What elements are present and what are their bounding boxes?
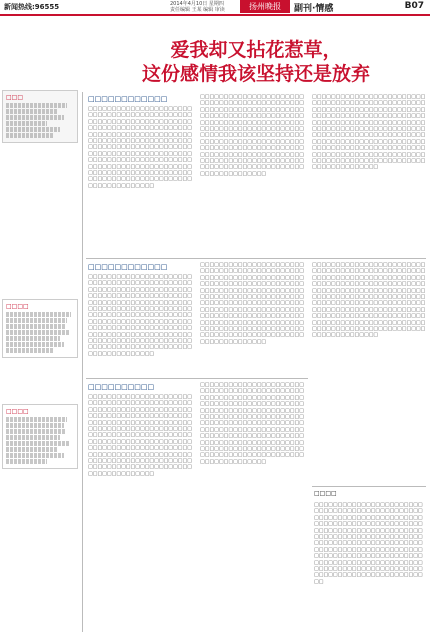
section-name: 副刊·情感 — [294, 4, 334, 14]
body-paragraph: □□□□□□□□□□□□□□□□□□□□□□□□□□□□□□□□□□□□□□□□□□□□□□□□□□□□□□□□□□□□□□□□□□□□□□□□□□□□□□□□□□□□□□□□□□□□□□□□□□□□□□□□□□□□□□□□□□□□□□□□□□□□□□□□□□□□□□□□□□□□□□□□□□□□□□□□□□□□□□□□□□□□□□□□□□□□□□□□□□□□□□□□□□□□□□□□□□□□□□□□□□□□□□□□□□□□□□□□□□□□□□□□□□□□□□□□□□□□□□□□□□□□□□□□□□□□□□□□□□□□□□□□□□□□□□□□□□□□□□ — [88, 274, 192, 357]
body-paragraph: □□□□□□□□□□□□□□□□□□□□□□□□□□□□□□□□□□□□□□□□□□□□□□□□□□□□□□□□□□□□□□□□□□□□□□□□□□□□□□□□□□□□□□□□□□□□□□□□□□□□□□□□□□□□□□□□□□□□□□□□□□□□□□□□□□□□□□□□□□□□□□□□□□□□□□□□□□□□□□□□□□□□□□□□□□□□□□□□□□□□□□□□□□□□□□□□□□□□□□□□□□□□□□□□□□□□□□□□□□□□□□□□□□□□□□□□□□□□□□□□□□□□□□□□□□□□□□□□□□□□□□□□□□□□□□□□□□□□□□ — [314, 502, 423, 585]
sidebar-box-editor — [2, 90, 78, 143]
article-1-col-2 — [200, 94, 308, 254]
issue-date: 2014年4月10日 星期四 — [170, 1, 224, 7]
section-divider — [86, 378, 308, 379]
sidebar-box-quote — [2, 299, 78, 358]
article-2-col-1 — [88, 274, 196, 374]
section-divider — [312, 486, 426, 487]
headline-line-1: 爱我却又拈花惹草， — [170, 39, 342, 61]
body-paragraph: □□□□□□□□□□□□□□□□□□□□□□□□□□□□□□□□□□□□□□□□□□□□□□□□□□□□□□□□□□□□□□□□□□□□□□□□□□□□□□□□□□□□□□□□□□□□□□□□□□□□□□□□□□□□□□□□□□□□□□□□□□□□□□□□□□□□□□□□□□□□□□□□□□□□□□□□□□□□□□□□□□□□□□□□□□□□□□□□□□□□□□□□□□□□□□□□□□□□□□□□□□□□□□□□□□□□□□□□□□□□□□□□□□□□□□□□□□□□□□□□□□□□□□□□□□□□□□□□□□□□□□□□□□□□□□□□□□□□□□ — [200, 382, 304, 465]
issue-editors: 责任编辑 王某 编辑 审读 — [170, 7, 225, 13]
masthead — [0, 0, 430, 14]
article-1-col-3 — [312, 94, 426, 254]
article-3-col-2 — [200, 382, 308, 630]
body-paragraph: □□□□□□□□□□□□□□□□□□□□□□□□□□□□□□□□□□□□□□□□□□□□□□□□□□□□□□□□□□□□□□□□□□□□□□□□□□□□□□□□□□□□□□□□□□□□□□□□□□□□□□□□□□□□□□□□□□□□□□□□□□□□□□□□□□□□□□□□□□□□□□□□□□□□□□□□□□□□□□□□□□□□□□□□□□□□□□□□□□□□□□□□□□□□□□□□□□□□□□□□□□□□□□□□□□□□□□□□□□□□□□□□□□□□□□□□□□□□□□□□□□□□□□□□□□□□□□□□□□□□□□□□□□□□□□□□□□□□□□ — [200, 262, 304, 345]
article-2-title: □□□□□□□□□□□□ — [88, 262, 168, 271]
masthead-rule — [0, 14, 430, 16]
hotline-label: 新闻热线:96555 — [4, 3, 60, 11]
right-box-title: □□□□ — [314, 490, 337, 497]
headline-line-2: 这份感情我该坚持还是放弃 — [141, 63, 370, 85]
article-3-col-1 — [88, 394, 196, 630]
sidebar-box-title: □□□□ — [6, 303, 29, 310]
sidebar-box-title: □□□□ — [6, 408, 29, 415]
article-2-col-2 — [200, 262, 308, 374]
sidebar-box-title: □□□ — [6, 94, 24, 101]
right-box-text — [314, 502, 426, 630]
sidebar-box-notice — [2, 404, 78, 469]
body-paragraph: □□□□□□□□□□□□□□□□□□□□□□□□□□□□□□□□□□□□□□□□□□□□□□□□□□□□□□□□□□□□□□□□□□□□□□□□□□□□□□□□□□□□□□□□□□□□□□□□□□□□□□□□□□□□□□□□□□□□□□□□□□□□□□□□□□□□□□□□□□□□□□□□□□□□□□□□□□□□□□□□□□□□□□□□□□□□□□□□□□□□□□□□□□□□□□□□□□□□□□□□□□□□□□□□□□□□□□□□□□□□□□□□□□□□□□□□□□□□□□□□□□□□□□□□□□□□□□□□□□□□□□□□□□□□□□□□□□□□□□ — [88, 106, 192, 189]
section-divider — [86, 258, 426, 259]
issue-meta — [170, 1, 240, 13]
sidebar-divider — [82, 92, 83, 632]
body-paragraph: □□□□□□□□□□□□□□□□□□□□□□□□□□□□□□□□□□□□□□□□□□□□□□□□□□□□□□□□□□□□□□□□□□□□□□□□□□□□□□□□□□□□□□□□□□□□□□□□□□□□□□□□□□□□□□□□□□□□□□□□□□□□□□□□□□□□□□□□□□□□□□□□□□□□□□□□□□□□□□□□□□□□□□□□□□□□□□□□□□□□□□□□□□□□□□□□□□□□□□□□□□□□□□□□□□□□□□□□□□□□□□□□□□□□□□□□□□□□□□□□□□□□□□□□□□□□□□□□□□□□□□□□□□□□□□□□□□□□□□ — [88, 394, 192, 477]
page-number: B07 — [404, 1, 424, 11]
body-paragraph: □□□□□□□□□□□□□□□□□□□□□□□□□□□□□□□□□□□□□□□□□□□□□□□□□□□□□□□□□□□□□□□□□□□□□□□□□□□□□□□□□□□□□□□□□□□□□□□□□□□□□□□□□□□□□□□□□□□□□□□□□□□□□□□□□□□□□□□□□□□□□□□□□□□□□□□□□□□□□□□□□□□□□□□□□□□□□□□□□□□□□□□□□□□□□□□□□□□□□□□□□□□□□□□□□□□□□□□□□□□□□□□□□□□□□□□□□□□□□□□□□□□□□□□□□□□□□□□□□□□□□□□□□□□□□□□□□□□□□□ — [312, 262, 426, 339]
article-1-title: □□□□□□□□□□□□ — [88, 94, 168, 103]
article-1-col-1 — [88, 106, 196, 254]
body-paragraph: □□□□□□□□□□□□□□□□□□□□□□□□□□□□□□□□□□□□□□□□□□□□□□□□□□□□□□□□□□□□□□□□□□□□□□□□□□□□□□□□□□□□□□□□□□□□□□□□□□□□□□□□□□□□□□□□□□□□□□□□□□□□□□□□□□□□□□□□□□□□□□□□□□□□□□□□□□□□□□□□□□□□□□□□□□□□□□□□□□□□□□□□□□□□□□□□□□□□□□□□□□□□□□□□□□□□□□□□□□□□□□□□□□□□□□□□□□□□□□□□□□□□□□□□□□□□□□□□□□□□□□□□□□□□□□□□□□□□□□ — [312, 94, 426, 171]
body-paragraph: □□□□□□□□□□□□□□□□□□□□□□□□□□□□□□□□□□□□□□□□□□□□□□□□□□□□□□□□□□□□□□□□□□□□□□□□□□□□□□□□□□□□□□□□□□□□□□□□□□□□□□□□□□□□□□□□□□□□□□□□□□□□□□□□□□□□□□□□□□□□□□□□□□□□□□□□□□□□□□□□□□□□□□□□□□□□□□□□□□□□□□□□□□□□□□□□□□□□□□□□□□□□□□□□□□□□□□□□□□□□□□□□□□□□□□□□□□□□□□□□□□□□□□□□□□□□□□□□□□□□□□□□□□□□□□□□□□□□□□ — [200, 94, 304, 177]
article-3-title: □□□□□□□□□□ — [88, 382, 155, 391]
newspaper-logo: 扬州晚报 — [240, 0, 290, 13]
sidebar — [2, 90, 78, 630]
right-column-text — [312, 262, 426, 482]
